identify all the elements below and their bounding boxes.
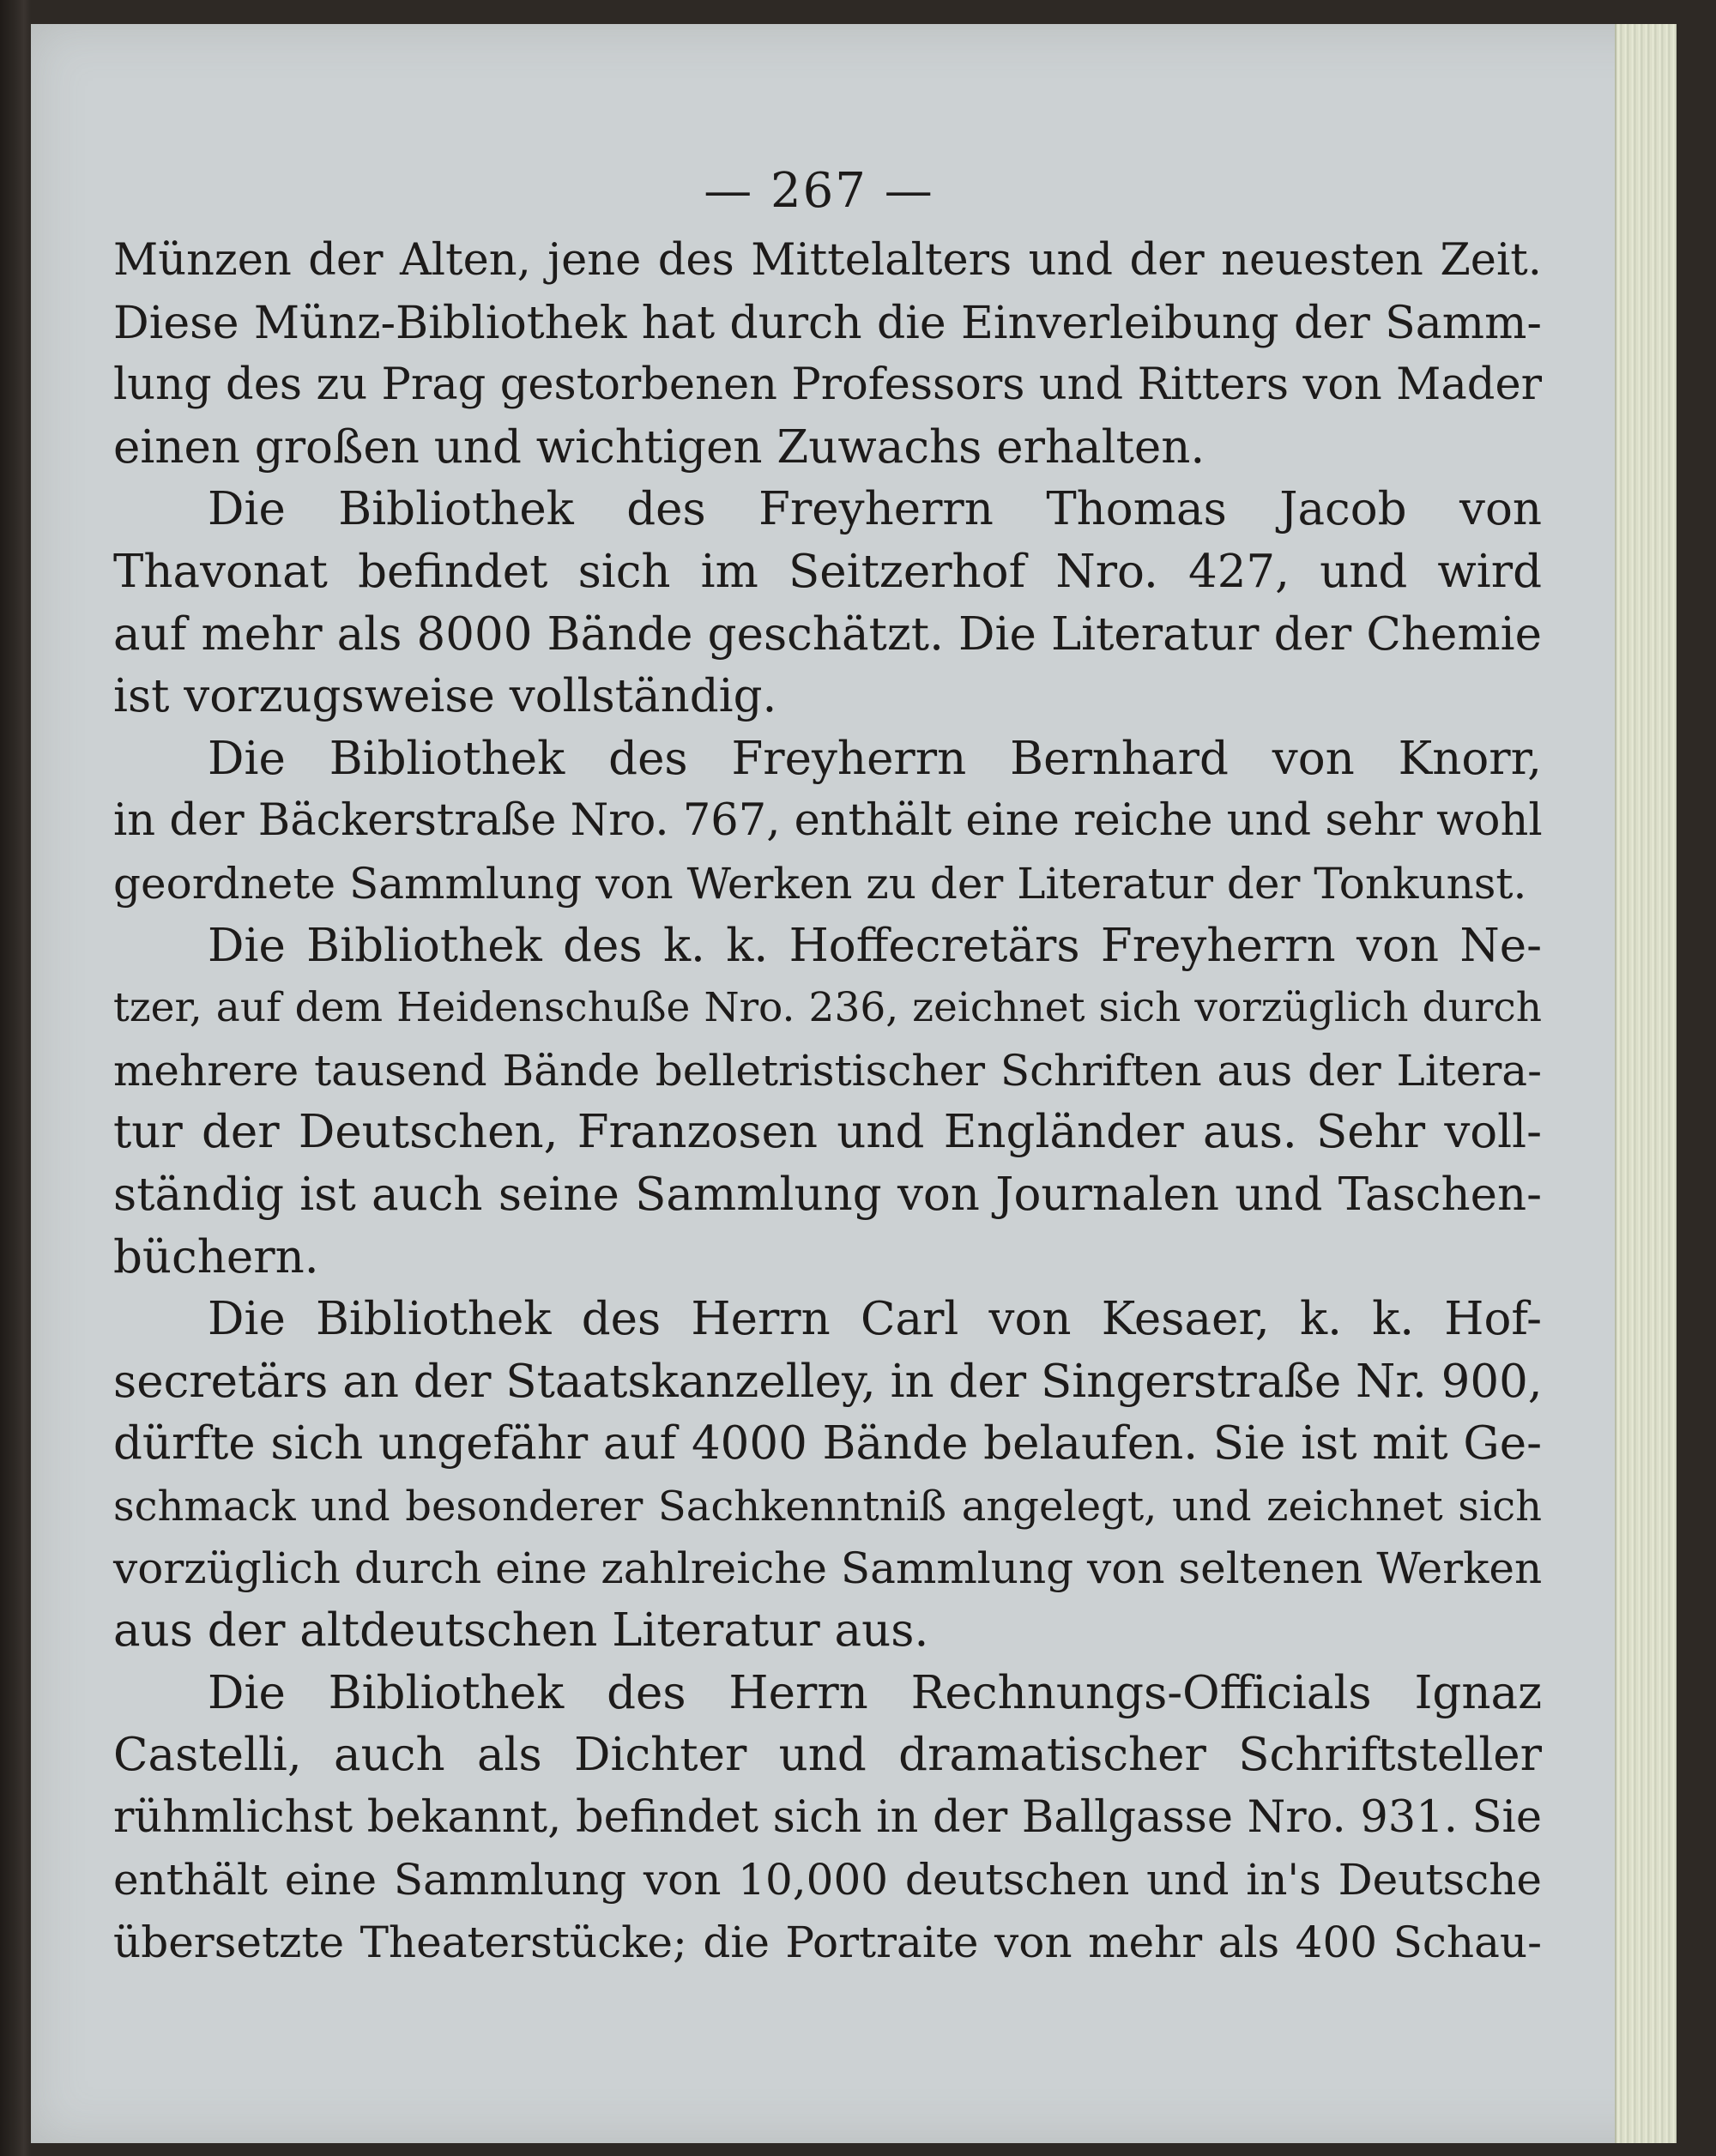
text-line: Die Bibliothek des Herrn Rechnungs-Officials Ignaz [208,1666,1542,1719]
text-line: schmack und besonderer Sachkenntniß angelegt, und zeichnet sich [113,1482,1542,1531]
text-line: Thavonat befindet sich im Seitzerhof Nro. 427, und wird [113,545,1542,598]
text-line: Die Bibliothek des k. k. Hoffecretärs Freyherrn von Ne- [208,919,1542,972]
text-line: Die Bibliothek des Freyherrn Bernhard von Knorr, [208,732,1542,785]
text-line: lung des zu Prag gestorbenen Professors und Ritters von Mader [113,359,1542,411]
text-line: Diese Münz-Bibliothek hat durch die Einverleibung der Samm- [113,297,1542,349]
text-line: ist vorzugsweise vollständig. [113,670,777,723]
text-line: Castelli, auch als Dichter und dramatischer Schriftsteller [113,1729,1542,1782]
text-line: tur der Deutschen, Franzosen und Engländer aus. Sehr voll- [113,1106,1542,1159]
text-line: enthält eine Sammlung von 10,000 deutschen und in's Deutsche [113,1855,1542,1905]
text-line: Die Bibliothek des Herrn Carl von Kesaer, k. k. Hof- [208,1293,1542,1346]
text-line: aus der altdeutschen Literatur aus. [113,1604,929,1658]
book-page [31,24,1677,2143]
text-line: übersetzte Theaterstücke; die Portraite von mehr als 400 Schau- [113,1917,1542,1968]
text-line: auf mehr als 8000 Bände geschätzt. Die Literatur der Chemie [113,607,1542,661]
text-line: vorzüglich durch eine zahlreiche Sammlung von seltenen Werken [113,1543,1543,1594]
text-line: einen großen und wichtigen Zuwachs erhalten. [113,420,1205,474]
text-block [113,153,1542,1974]
text-line: in der Bäckerstraße Nro. 767, enthält eine reiche und sehr wohl [113,795,1543,847]
text-line: Münzen der Alten, jene des Mittelalters und der neuesten Zeit. [113,235,1542,286]
text-line: Die Bibliothek des Freyherrn Thomas Jacob von [208,483,1542,536]
page-edge-stack [1615,24,1677,2143]
text-line: mehrere tausend Bände belletristischer Schriften aus der Litera- [113,1045,1542,1096]
text-lines [113,230,1542,1974]
text-line: dürfte sich ungefähr auf 4000 Bände belaufen. Sie ist mit Ge- [113,1417,1542,1471]
text-line: büchern. [113,1230,319,1283]
text-line: geordnete Sammlung von Werken zu der Literatur der Tonkunst. [113,858,1527,909]
page-number: — 267 — [704,163,934,219]
text-line: secretärs an der Staatskanzelley, in der Singerstraße Nr. 900, [113,1355,1543,1408]
text-line: rühmlichst bekannt, befindet sich in der Ballgasse Nro. 931. Sie [113,1791,1542,1843]
text-line: ständig ist auch seine Sammlung von Journalen und Taschen- [113,1168,1542,1221]
text-line: tzer, auf dem Heidenschuße Nro. 236, zeichnet sich vorzüglich durch [113,984,1542,1032]
